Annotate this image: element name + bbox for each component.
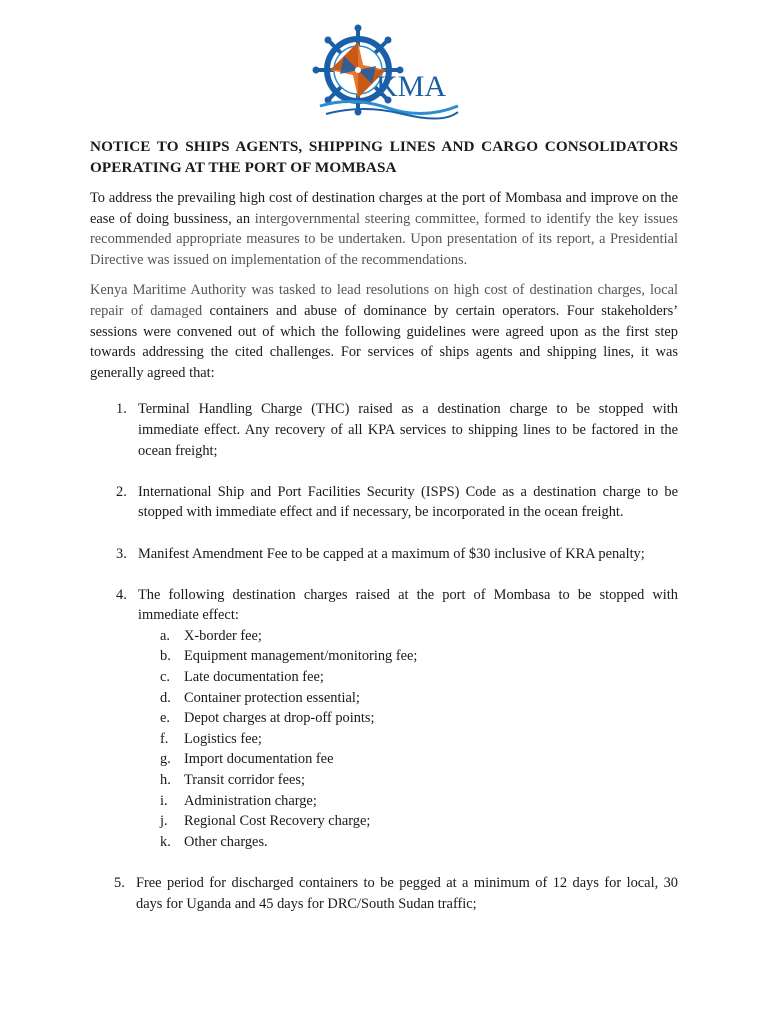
charges-sublist xyxy=(138,626,678,853)
logo-text: KMA xyxy=(376,70,447,103)
sublist-item-letter: a. xyxy=(160,627,170,644)
sublist-item-letter: d. xyxy=(160,689,171,706)
notice-document xyxy=(90,136,678,935)
list-item-text: Manifest Amendment Fee to be capped at a maximum of $30 inclusive of KRA penalty; xyxy=(138,545,645,562)
sublist-item-text: Depot charges at drop-off points; xyxy=(184,710,375,727)
sublist-item xyxy=(138,626,678,647)
sublist-item-text: Transit corridor fees; xyxy=(184,772,305,789)
sublist-item-letter: g. xyxy=(160,751,171,768)
sublist-item-text: X-border fee; xyxy=(184,627,262,644)
sublist-item-letter: k. xyxy=(160,833,171,850)
mandate-paragraph-part1: Kenya Maritime Authority was tasked to lead resolutions on high cost of destination charges, local repair of damaged xyxy=(90,282,678,319)
sublist-item-letter: h. xyxy=(160,772,171,789)
sublist-item-text: Other charges. xyxy=(184,833,268,850)
list-item-number: 4. xyxy=(116,586,127,603)
list-item xyxy=(90,585,678,853)
list-item-text: Free period for discharged containers to be pegged at a minimum of 12 days for local, 30 days for Uganda and 45 days for DRC/South Sudan traffic; xyxy=(136,875,678,912)
sublist-item-text: Administration charge; xyxy=(184,792,317,809)
list-item-number: 2. xyxy=(116,483,127,500)
list-item-text: The following destination charges raised at the port of Mombasa to be stopped with immediate effect: xyxy=(138,586,678,624)
guidelines-list xyxy=(90,399,678,914)
sublist-item xyxy=(138,832,678,853)
sublist-item-text: Logistics fee; xyxy=(184,730,262,747)
list-item xyxy=(90,399,678,461)
sublist-item xyxy=(138,811,678,832)
sublist-item-letter: c. xyxy=(160,669,170,686)
list-item-text: International Ship and Port Facilities Security (ISPS) Code as a destination charge to be stopped with immediate effect and if necessary, be incorporated in the ocean freight. xyxy=(138,483,678,521)
sublist-item xyxy=(138,729,678,750)
sublist-item-text: Regional Cost Recovery charge; xyxy=(184,813,371,830)
intro-paragraph-part2: intergovernmental steering committee, formed to identify the key issues recommended appropriate measures to be undertaken. Upon presentation of its report, a Presidential Directive was issued on implementation of the recommendations. xyxy=(90,210,678,268)
intro-paragraph xyxy=(90,188,678,270)
ship-wheel-compass-icon xyxy=(308,24,464,124)
sublist-item xyxy=(138,770,678,791)
notice-title: NOTICE TO SHIPS AGENTS, SHIPPING LINES AND CARGO CONSOLIDATORS OPERATING AT THE PORT OF MOMBASA xyxy=(90,138,678,176)
sublist-item-letter: f. xyxy=(160,730,169,747)
list-item-number: 5. xyxy=(114,875,125,891)
sublist-item-text: Import documentation fee xyxy=(184,751,334,768)
sublist-item xyxy=(138,749,678,770)
mandate-paragraph xyxy=(90,280,678,383)
list-item xyxy=(90,544,678,565)
sublist-item xyxy=(138,688,678,709)
sublist-item-letter: i. xyxy=(160,792,168,809)
sublist-item-text: Container protection essential; xyxy=(184,689,360,706)
sublist-item xyxy=(138,708,678,729)
sublist-item xyxy=(138,791,678,812)
list-item-number: 3. xyxy=(116,545,127,562)
list-item xyxy=(90,873,678,914)
sublist-item-letter: e. xyxy=(160,710,170,727)
list-item-number: 1. xyxy=(116,401,127,418)
sublist-item-text: Late documentation fee; xyxy=(184,669,324,686)
mandate-paragraph-part2: containers and abuse of dominance by certain operators. Four stakeholders’ sessions were convened out of which the following guidelines were agreed upon as the first step towards addressing the cited challenges. For services of ships agents and shipping lines, it was generally agreed that: xyxy=(90,302,678,381)
sublist-item-text: Equipment management/monitoring fee; xyxy=(184,648,418,665)
intro-paragraph-part1: To address the prevailing high cost of destination charges at the port of Mombasa and improve on the ease of doing bussiness, an xyxy=(90,190,678,227)
sublist-item xyxy=(138,646,678,667)
sublist-item-letter: b. xyxy=(160,648,171,665)
list-item-text: Terminal Handling Charge (THC) raised as a destination charge to be stopped with immediate effect. Any recovery of all KPA services to shipping lines to be factored in the ocean freight; xyxy=(138,401,678,459)
sublist-item xyxy=(138,667,678,688)
list-item xyxy=(90,482,678,523)
kma-logo xyxy=(308,24,464,124)
sublist-item-letter: j. xyxy=(160,813,168,830)
